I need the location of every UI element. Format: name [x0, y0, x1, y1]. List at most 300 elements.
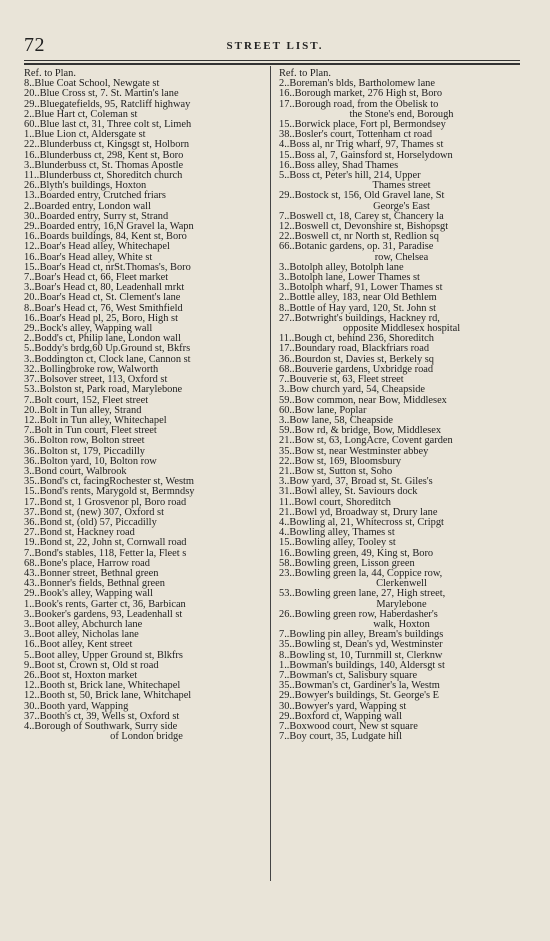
- plan-ref-number: 32: [24, 363, 35, 375]
- street-name: Boddy's brdg,60 Up.Ground st, Bkfrs: [34, 343, 191, 355]
- street-name: Blunderbuss ct, St. Thomas Apostle: [34, 159, 184, 171]
- street-name: Bond st, (old) 57, Piccadilly: [39, 516, 157, 528]
- street-entry: 9..Boot st, Crown st, Old st road: [24, 659, 159, 671]
- street-entry: 16..Boar's Head alley, White st: [24, 251, 153, 263]
- street-entry: 26..Bowling green row, Haberdasher's: [279, 608, 438, 620]
- street-name: Bottle alley, 183, near Old Bethlem: [289, 292, 437, 304]
- plan-ref-number: 59: [279, 425, 290, 437]
- plan-ref-number: 29: [279, 190, 290, 202]
- street-entry: 29..Book's alley, Wapping wall: [24, 588, 153, 600]
- street-name: Boot alley, Abchurch lane: [34, 618, 143, 630]
- plan-ref-number: 29: [279, 690, 290, 702]
- street-name: Boxwood court, New st square: [289, 721, 418, 732]
- street-entry: 29..Bowyer's buildings, St. George's E: [279, 690, 439, 702]
- street-entry: 16..Blunderbuss ct, 298, Kent st, Boro: [24, 149, 184, 161]
- plan-ref-number: 29: [24, 588, 35, 600]
- plan-ref-number: 8: [24, 78, 30, 90]
- plan-ref-number: 3: [279, 476, 285, 488]
- street-entry: 13..Boarded entry, Crutched friars: [24, 190, 166, 202]
- plan-ref-number: 29: [24, 323, 35, 335]
- street-entry: 35..Bond's ct, facingRochester st, Westm: [24, 476, 194, 488]
- plan-ref-number: 35: [279, 639, 290, 651]
- street-entry: 36..Bolton yard, 10, Bolton row: [24, 455, 157, 467]
- street-name: Boar's Head alley, Whitechapel: [39, 241, 170, 253]
- plan-ref-number: 7: [279, 721, 285, 732]
- street-name: Bond st, Hackney road: [39, 527, 135, 539]
- street-name: Boreman's blds, Bartholomew lane: [289, 78, 435, 90]
- street-entry: 1..Blue Lion ct, Aldersgate st: [24, 129, 146, 141]
- plan-ref-number: 16: [279, 88, 290, 100]
- left-column: [24, 69, 269, 742]
- right-column: [279, 69, 524, 742]
- plan-ref-number: 36: [24, 455, 35, 467]
- street-entry: 30..Boarded entry, Surry st, Strand: [24, 210, 169, 222]
- plan-ref-number: 16: [24, 149, 35, 161]
- plan-ref-number: 53: [279, 588, 290, 600]
- street-name: Booth st, Brick lane, Whitechapel: [39, 680, 181, 692]
- street-entry: 3..Boot alley, Abchurch lane: [24, 618, 143, 630]
- plan-ref-number: 30: [24, 210, 35, 222]
- street-name: Bollingbroke row, Walworth: [39, 363, 159, 375]
- street-name: Bough ct, behind 236, Shoreditch: [294, 333, 434, 345]
- street-entry: 22..Blunderbuss ct, Kingsgt st, Holborn: [24, 139, 190, 151]
- street-name: Bow st, near Westminster abbey: [294, 445, 429, 457]
- street-entry: 12..Boswell ct, Devonshire st, Bishopsgt: [279, 221, 449, 233]
- plan-ref-number: 36: [24, 516, 35, 528]
- street-name: Botanic gardens, op. 31, Paradise: [294, 241, 434, 253]
- street-name: Bow st, 169, Bloomsbury: [294, 455, 402, 467]
- street-entry: 30..Bowyer's yard, Wapping st: [279, 700, 407, 712]
- plan-ref-number: 4: [279, 139, 285, 151]
- street-name: Bolt court, 152, Fleet street: [34, 394, 149, 406]
- street-name: Boswell ct, Devonshire st, Bishopsgt: [294, 221, 449, 233]
- plan-ref-number: 31: [279, 486, 290, 498]
- street-entry: 36..Bourdon st, Davies st, Berkely sq: [279, 353, 434, 365]
- street-name: Boss al, 7, Gainsford st, Horselydown: [294, 149, 453, 161]
- street-entry: 35..Bowman's ct, Gardiner's la, Westm: [279, 680, 440, 692]
- street-name: Bond's rents, Marygold st, Bermndsy: [39, 486, 195, 498]
- street-entry: 31..Bowl alley, St. Saviours dock: [279, 486, 418, 498]
- plan-ref-number: 15: [24, 261, 35, 273]
- street-entry: 15..Boss al, 7, Gainsford st, Horselydown: [279, 149, 453, 161]
- plan-ref-number: 3: [24, 608, 30, 620]
- street-entry: 53..Bowling green lane, 27, High street,: [279, 588, 446, 600]
- street-entry: 16..Boot alley, Kent street: [24, 639, 133, 651]
- street-entry: 7..Bowman's ct, Salisbury square: [279, 669, 418, 681]
- street-entry: 29..Bock's alley, Wapping wall: [24, 323, 153, 335]
- street-name: Bolt in Tun alley, Strand: [39, 404, 142, 416]
- street-name: Bond's ct, facingRochester st, Westm: [39, 476, 194, 488]
- street-name: Blunderbuss ct, 298, Kent st, Boro: [39, 149, 184, 161]
- street-name: Bow common, near Bow, Middlesex: [294, 394, 447, 406]
- street-name: Borough market, 276 High st, Boro: [294, 88, 443, 100]
- street-name: Boddington ct, Clock lane, Cannon st: [34, 353, 191, 365]
- street-entry: 3..Bond court, Walbrook: [24, 465, 127, 477]
- plan-ref-number: 8: [279, 649, 285, 661]
- street-entry: 2..Blue Hart ct, Coleman st: [24, 108, 138, 120]
- street-entry: 36..Bolton row, Bolton street: [24, 435, 145, 447]
- street-name: Blue Lion ct, Aldersgate st: [34, 129, 146, 141]
- street-name: Bouverie st, 63, Fleet street: [289, 374, 404, 386]
- plan-ref-number: 36: [279, 353, 290, 365]
- street-name: Boswell ct, nr North st, Redlion sq: [294, 231, 439, 243]
- header-rule-double: [24, 63, 520, 65]
- street-name: Booth yard, Wapping: [39, 700, 129, 712]
- street-entry: 7..Boy court, 35, Ludgate hill: [279, 731, 402, 743]
- street-name: Bowling alley, Tooley st: [294, 537, 396, 549]
- street-name: Bostock st, 156, Old Gravel lane, St: [294, 190, 445, 202]
- plan-ref-number: 22: [24, 139, 35, 151]
- street-entry: 16..Boards buildings, 84, Kent st, Boro: [24, 231, 187, 243]
- street-entry: 36..Bolton st, 179, Piccadilly: [24, 445, 145, 457]
- street-name: Bowling green row, Haberdasher's: [294, 608, 438, 620]
- street-entry: 32..Bollingbroke row, Walworth: [24, 363, 159, 375]
- street-entry: 3..Blunderbuss ct, St. Thomas Apostle: [24, 159, 184, 171]
- street-entry: 21..Bow st, Sutton st, Soho: [279, 465, 393, 477]
- plan-ref-number: 43: [24, 578, 35, 590]
- street-entry: 27..Bond st, Hackney road: [24, 527, 135, 539]
- plan-ref-number: 1: [279, 659, 285, 671]
- column-divider: [270, 66, 271, 881]
- street-entry: 22..Boswell ct, nr North st, Redlion sq: [279, 231, 439, 243]
- plan-ref-number: 7: [279, 210, 285, 222]
- street-name: Bolton st, 179, Piccadilly: [39, 445, 145, 457]
- street-name: Bowl yd, Broadway st, Drury lane: [294, 506, 438, 518]
- street-entry: 3..Bow church yard, 54, Cheapside: [279, 384, 426, 396]
- plan-ref-number: 66: [279, 241, 290, 253]
- street-entry: 3..Botolph alley, Botolph lane: [279, 261, 404, 273]
- plan-ref-number: 8: [24, 302, 30, 314]
- street-name: Boss alley, Shad Thames: [294, 159, 399, 171]
- street-entry: 4..Borough of Southwark, Surry side: [24, 721, 178, 732]
- plan-ref-number: 15: [279, 537, 290, 549]
- plan-ref-number: 20: [24, 404, 35, 416]
- street-name: Bow lane, 58, Cheapside: [289, 414, 394, 426]
- plan-ref-number: 60: [279, 404, 290, 416]
- street-entry: 11..Bowl court, Shoreditch: [279, 496, 391, 508]
- street-name: Bolton yard, 10, Bolton row: [39, 455, 157, 467]
- street-entry: 30..Booth yard, Wapping: [24, 700, 129, 712]
- street-entry: 37..Bond st, (new) 307, Oxford st: [24, 506, 164, 518]
- street-entry: 59..Bow rd, & bridge, Bow, Middlesex: [279, 425, 442, 437]
- plan-ref-number: 3: [24, 465, 30, 477]
- street-entry: 26..Blyth's buildings, Hoxton: [24, 180, 147, 192]
- street-entry: 20..Blue Cross st, 7. St. Martin's lane: [24, 88, 179, 100]
- street-name: Boxford ct, Wapping wall: [294, 710, 403, 722]
- street-name: Boar's Head alley, White st: [39, 251, 153, 263]
- street-entry: 4..Bowling alley, Thames st: [279, 527, 395, 539]
- plan-ref-number: 3: [279, 272, 285, 284]
- street-entry: 3..Boot alley, Nicholas lane: [24, 629, 139, 641]
- plan-ref-number: 7: [24, 272, 30, 284]
- page-number: 72: [24, 34, 45, 56]
- plan-ref-number: 19: [24, 537, 35, 549]
- street-name: Boar's Head ct, nrSt.Thomas's, Boro: [39, 261, 191, 273]
- street-entry: 68..Bone's place, Harrow road: [24, 557, 150, 569]
- street-entry: 4..Boss al, nr Trig wharf, 97, Thames st: [279, 139, 444, 151]
- street-name: Bone's place, Harrow road: [39, 557, 150, 569]
- street-name: Bowling st, 10, Turnmill st, Clerknw: [289, 649, 443, 661]
- plan-ref-number: 26: [24, 180, 35, 192]
- header-rule: [24, 60, 520, 61]
- plan-ref-number: 8: [279, 302, 285, 314]
- street-name: Bow st, 63, LongAcre, Covent garden: [294, 435, 453, 447]
- street-entry: 35..Bow st, near Westminster abbey: [279, 445, 429, 457]
- street-entry: 7..Bolt in Tun court, Fleet street: [24, 425, 157, 437]
- street-entry: 66..Botanic gardens, op. 31, Paradise: [279, 241, 434, 253]
- plan-ref-number: 36: [24, 435, 35, 447]
- plan-ref-number: 30: [24, 700, 35, 712]
- street-name: Bond's stables, 118, Fetter la, Fleet s: [34, 547, 187, 559]
- plan-ref-number: 3: [24, 282, 30, 294]
- plan-ref-number: 1: [24, 129, 30, 141]
- street-entry: 15..Bond's rents, Marygold st, Bermndsy: [24, 486, 195, 498]
- street-name: Boswell ct, 18, Carey st, Chancery la: [289, 210, 444, 222]
- street-entry: 5..Boddy's brdg,60 Up.Ground st, Bkfrs: [24, 343, 191, 355]
- plan-ref-number: 3: [24, 159, 30, 171]
- column-header: Ref. to Plan.: [279, 68, 331, 79]
- plan-ref-number: 16: [24, 231, 35, 243]
- street-name: Blue Hart ct, Coleman st: [34, 108, 138, 120]
- street-name: Boar's Head ct, St. Clement's lane: [39, 292, 181, 304]
- running-head: STREET LIST.: [226, 40, 324, 52]
- street-entry-continuation: row, Chelsea: [374, 251, 429, 263]
- plan-ref-number: 7: [24, 425, 30, 437]
- street-name: Bowyer's yard, Wapping st: [294, 700, 407, 712]
- street-name: Boot alley, Kent street: [39, 639, 133, 651]
- street-entry: 8..Boar's Head ct, 76, West Smithfield: [24, 302, 183, 314]
- plan-ref-number: 22: [279, 455, 290, 467]
- street-entry: 21..Bow st, 63, LongAcre, Covent garden: [279, 435, 453, 447]
- street-name: Boards buildings, 84, Kent st, Boro: [39, 231, 187, 243]
- street-entry: 2..Bodd's ct, Philip lane, London wall: [24, 333, 181, 345]
- street-entry: 7..Bouverie st, 63, Fleet street: [279, 374, 404, 386]
- plan-ref-number: 20: [24, 292, 35, 304]
- street-name: Bowman's buildings, 140, Aldersgt st: [289, 659, 445, 671]
- street-entry-continuation: Marylebone: [376, 598, 427, 610]
- plan-ref-number: 2: [279, 78, 285, 90]
- plan-ref-number: 37: [24, 710, 35, 722]
- plan-ref-number: 35: [279, 680, 290, 692]
- plan-ref-number: 58: [279, 557, 290, 569]
- street-entry: 7..Boswell ct, 18, Carey st, Chancery la: [279, 210, 444, 222]
- plan-ref-number: 59: [279, 394, 290, 406]
- plan-ref-number: 7: [279, 731, 285, 743]
- street-name: Bock's alley, Wapping wall: [39, 323, 153, 335]
- street-entry: 1..Bowman's buildings, 140, Aldersgt st: [279, 659, 445, 671]
- street-entry: 2..Boreman's blds, Bartholomew lane: [279, 78, 435, 90]
- plan-ref-number: 21: [279, 465, 290, 477]
- street-name: Bowling green, 49, King st, Boro: [294, 547, 434, 559]
- plan-ref-number: 30: [279, 700, 290, 712]
- street-name: Blyth's buildings, Hoxton: [39, 180, 147, 192]
- street-name: Blunderbuss ct, Kingsgt st, Holborn: [39, 139, 190, 151]
- plan-ref-number: 12: [279, 221, 290, 233]
- street-name: Bow rd, & bridge, Bow, Middlesex: [294, 425, 442, 437]
- plan-ref-number: 26: [279, 608, 290, 620]
- plan-ref-number: 3: [24, 353, 30, 365]
- plan-ref-number: 4: [24, 721, 30, 732]
- street-entry: 15..Boar's Head ct, nrSt.Thomas's, Boro: [24, 261, 191, 273]
- plan-ref-number: 3: [279, 261, 285, 273]
- street-name: Booth st, 50, Brick lane, Whitchapel: [39, 690, 192, 702]
- street-entry: 22..Bow st, 169, Bloomsbury: [279, 455, 402, 467]
- plan-ref-number: 13: [24, 190, 35, 202]
- street-entry: 17..Bond st, 1 Grosvenor pl, Boro road: [24, 496, 187, 508]
- plan-ref-number: 35: [24, 476, 35, 488]
- street-name: Boy court, 35, Ludgate hill: [289, 731, 402, 743]
- plan-ref-number: 11: [279, 333, 290, 345]
- street-entry: 23..Bowling green la, 44, Coppice row,: [279, 567, 443, 579]
- street-name: Botolph lane, Lower Thames st: [289, 272, 420, 284]
- street-entry: 12..Boar's Head alley, Whitechapel: [24, 241, 170, 253]
- plan-ref-number: 11: [279, 496, 290, 508]
- street-name: Boundary road, Blackfriars road: [294, 343, 430, 355]
- street-entry-continuation: walk, Hoxton: [373, 618, 430, 630]
- plan-ref-number: 37: [24, 374, 35, 386]
- plan-ref-number: 16: [279, 159, 290, 171]
- plan-ref-number: 15: [279, 119, 290, 131]
- street-entry: 60..Bow lane, Poplar: [279, 404, 367, 416]
- street-entry: 53..Bolston st, Park road, Marylebone: [24, 384, 183, 396]
- street-entry: 15..Borwick place, Fort pl, Bermondsey: [279, 119, 446, 131]
- street-entry: 3..Boddington ct, Clock lane, Cannon st: [24, 353, 191, 365]
- street-entry-continuation: Thames street: [372, 180, 431, 192]
- street-name: Bow church yard, 54, Cheapside: [289, 384, 426, 396]
- plan-ref-number: 4: [279, 527, 285, 539]
- plan-ref-number: 3: [279, 282, 285, 294]
- plan-ref-number: 15: [24, 486, 35, 498]
- street-entry: 21..Bowl yd, Broadway st, Drury lane: [279, 506, 438, 518]
- street-name: Blue Cross st, 7. St. Martin's lane: [39, 88, 179, 100]
- street-entry: 3..Boar's Head ct, 80, Leadenhall mrkt: [24, 282, 185, 294]
- plan-ref-number: 29: [279, 710, 290, 722]
- street-name: Booker's gardens, 93, Leadenhall st: [34, 608, 183, 620]
- street-name: Bond st, (new) 307, Oxford st: [39, 506, 164, 518]
- street-entry: 12..Booth st, 50, Brick lane, Whitchapel: [24, 690, 192, 702]
- plan-ref-number: 3: [24, 618, 30, 630]
- plan-ref-number: 15: [279, 149, 290, 161]
- plan-ref-number: 5: [279, 170, 285, 182]
- street-entry: 4..Bowling al, 21, Whitecross st, Cripgt: [279, 516, 444, 528]
- street-name: Bow lane, Poplar: [294, 404, 367, 416]
- plan-ref-number: 12: [24, 414, 35, 426]
- plan-ref-number: 38: [279, 129, 290, 141]
- street-name: Boar's Head ct, 76, West Smithfield: [34, 302, 183, 314]
- street-name: Borwick place, Fort pl, Bermondsey: [294, 119, 446, 131]
- plan-ref-number: 21: [279, 506, 290, 518]
- street-name: Bowling green lane, 27, High street,: [294, 588, 446, 600]
- street-name: Boarded entry, London wall: [34, 200, 151, 212]
- street-entry: 3..Botolph lane, Lower Thames st: [279, 272, 420, 284]
- street-name: Boss al, nr Trig wharf, 97, Thames st: [289, 139, 444, 151]
- street-name: Bottle of Hay yard, 120, St. John st: [289, 302, 437, 314]
- street-name: Bonner street, Bethnal green: [39, 567, 159, 579]
- street-entry: 8..Bowling st, 10, Turnmill st, Clerknw: [279, 649, 443, 661]
- plan-ref-number: 7: [279, 669, 285, 681]
- street-entry: 20..Bolt in Tun alley, Strand: [24, 404, 142, 416]
- plan-ref-number: 7: [279, 629, 285, 641]
- street-name: Bow st, Sutton st, Soho: [294, 465, 393, 477]
- plan-ref-number: 29: [24, 221, 35, 233]
- street-name: Bowling st, Dean's yd, Westminster: [294, 639, 443, 651]
- street-entry: 16..Bowling green, 49, King st, Boro: [279, 547, 434, 559]
- street-entry: 58..Bowling green, Lisson green: [279, 557, 415, 569]
- plan-ref-number: 53: [24, 384, 35, 396]
- street-entry: 5..Boot alley, Upper Ground st, Blkfrs: [24, 649, 183, 661]
- street-name: Book's alley, Wapping wall: [39, 588, 153, 600]
- street-name: Bow yard, 37, Broad st, St. Giles's: [289, 476, 433, 488]
- street-entry: 16..Borough market, 276 High st, Boro: [279, 88, 443, 100]
- street-name: Bolston st, Park road, Marylebone: [39, 384, 183, 396]
- street-name: Bonner's fields, Bethnal green: [39, 578, 165, 590]
- street-name: Boar's Head ct, 66, Fleet market: [34, 272, 169, 284]
- street-name: Bosler's court, Tottenham ct road: [294, 129, 433, 141]
- plan-ref-number: 16: [24, 639, 35, 651]
- plan-ref-number: 2: [24, 333, 30, 345]
- street-entry: 16..Boar's Head pl, 25, Boro, High st: [24, 312, 178, 324]
- street-entry: 7..Bolt court, 152, Fleet street: [24, 394, 149, 406]
- plan-ref-number: 9: [24, 659, 30, 671]
- street-entry: 20..Boar's Head ct, St. Clement's lane: [24, 292, 181, 304]
- street-name: Boar's Head pl, 25, Boro, High st: [39, 312, 178, 324]
- street-entry: 3..Bow yard, 37, Broad st, St. Giles's: [279, 476, 433, 488]
- plan-ref-number: 12: [24, 680, 35, 692]
- plan-ref-number: 7: [24, 394, 30, 406]
- street-entry: 3..Booker's gardens, 93, Leadenhall st: [24, 608, 183, 620]
- plan-ref-number: 37: [24, 506, 35, 518]
- street-name: Blue Coat School, Newgate st: [34, 78, 160, 90]
- street-entry: 3..Bow lane, 58, Cheapside: [279, 414, 394, 426]
- plan-ref-number: 7: [279, 374, 285, 386]
- street-name: Bowling alley, Thames st: [289, 527, 395, 539]
- street-entry: 35..Bowling st, Dean's yd, Westminster: [279, 639, 443, 651]
- street-entry: 2..Bottle alley, 183, near Old Bethlem: [279, 292, 437, 304]
- street-name: Bowyer's buildings, St. George's E: [294, 690, 439, 702]
- plan-ref-number: 2: [279, 292, 285, 304]
- street-entry-continuation: George's East: [373, 200, 430, 212]
- street-entry: 60..Blue last ct, 31, Three colt st, Limeh: [24, 119, 192, 131]
- plan-ref-number: 22: [279, 231, 290, 243]
- street-entry: 26..Boot st, Hoxton market: [24, 669, 138, 681]
- street-name: Boot st, Crown st, Old st road: [34, 659, 159, 671]
- plan-ref-number: 60: [24, 119, 35, 131]
- street-name: Boarded entry, Crutched friars: [39, 190, 166, 202]
- street-entry: 7..Bond's stables, 118, Fetter la, Fleet s: [24, 547, 187, 559]
- street-entry: 12..Booth st, Brick lane, Whitechapel: [24, 680, 181, 692]
- plan-ref-number: 3: [24, 629, 30, 641]
- plan-ref-number: 5: [24, 343, 30, 355]
- plan-ref-number: 1: [24, 598, 30, 610]
- street-entry: 2..Boarded entry, London wall: [24, 200, 151, 212]
- street-entry: 8..Bottle of Hay yard, 120, St. John st: [279, 302, 437, 314]
- plan-ref-number: 27: [279, 312, 290, 324]
- street-entry: 38..Bosler's court, Tottenham ct road: [279, 129, 433, 141]
- street-name: Bowling green, Lisson green: [294, 557, 415, 569]
- plan-ref-number: 68: [24, 557, 35, 569]
- column-header: Ref. to Plan.: [24, 68, 76, 79]
- street-entry: 43..Bonner's fields, Bethnal green: [24, 578, 165, 590]
- plan-ref-number: 16: [24, 312, 35, 324]
- street-name: Bowman's ct, Salisbury square: [289, 669, 418, 681]
- street-entry: 29..Bluegatefields, 95, Ratcliff highway: [24, 98, 191, 110]
- plan-ref-number: 43: [24, 567, 35, 579]
- street-entry: 37..Bolsover street, 113, Oxford st: [24, 374, 168, 386]
- street-name: Boarded entry, 16,N Gravel la, Wapn: [39, 221, 194, 233]
- street-name: Bowling pin alley, Bream's buildings: [289, 629, 444, 641]
- street-entry: 11..Bough ct, behind 236, Shoreditch: [279, 333, 434, 345]
- street-name: Borough road, from the Obelisk to: [294, 98, 439, 110]
